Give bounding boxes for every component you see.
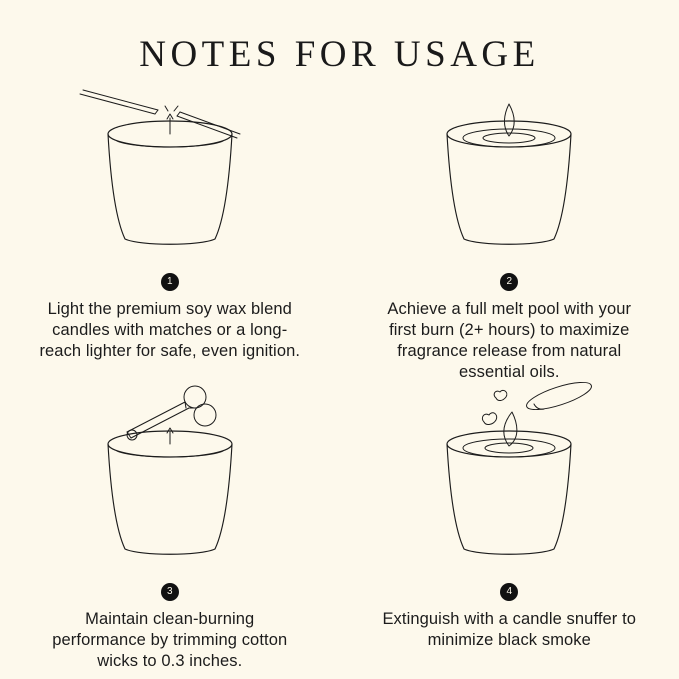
step-caption: Maintain clean-burning performance by trimming cotton wicks to 0.3 inches. <box>52 610 288 670</box>
page-title: NOTES FOR USAGE <box>139 34 540 75</box>
step-card-1 <box>0 92 340 382</box>
step-caption: Extinguish with a candle snuffer to minimize black smoke <box>382 610 637 649</box>
candle-with-snuffer-icon <box>340 382 679 577</box>
steps-grid <box>0 92 679 672</box>
step-number-badge: 3 <box>161 583 179 601</box>
step-number-badge: 2 <box>500 273 518 291</box>
candle-with-matches-icon <box>0 92 340 267</box>
step-card-3 <box>0 382 340 672</box>
candle-with-wick-trimmer-icon <box>0 382 340 577</box>
step-card-4 <box>340 382 679 672</box>
candle-lit-melt-pool-icon <box>340 92 679 267</box>
step-caption: Light the premium soy wax blend candles with matches or a long-reach lighter for safe, even ignition. <box>39 300 301 360</box>
step-caption: Achieve a full melt pool with your first burn (2+ hours) to maximize fragrance release from natural essential oils. <box>387 300 632 381</box>
step-number-badge: 1 <box>161 273 179 291</box>
step-number-badge: 4 <box>500 583 518 601</box>
step-card-2 <box>340 92 679 382</box>
